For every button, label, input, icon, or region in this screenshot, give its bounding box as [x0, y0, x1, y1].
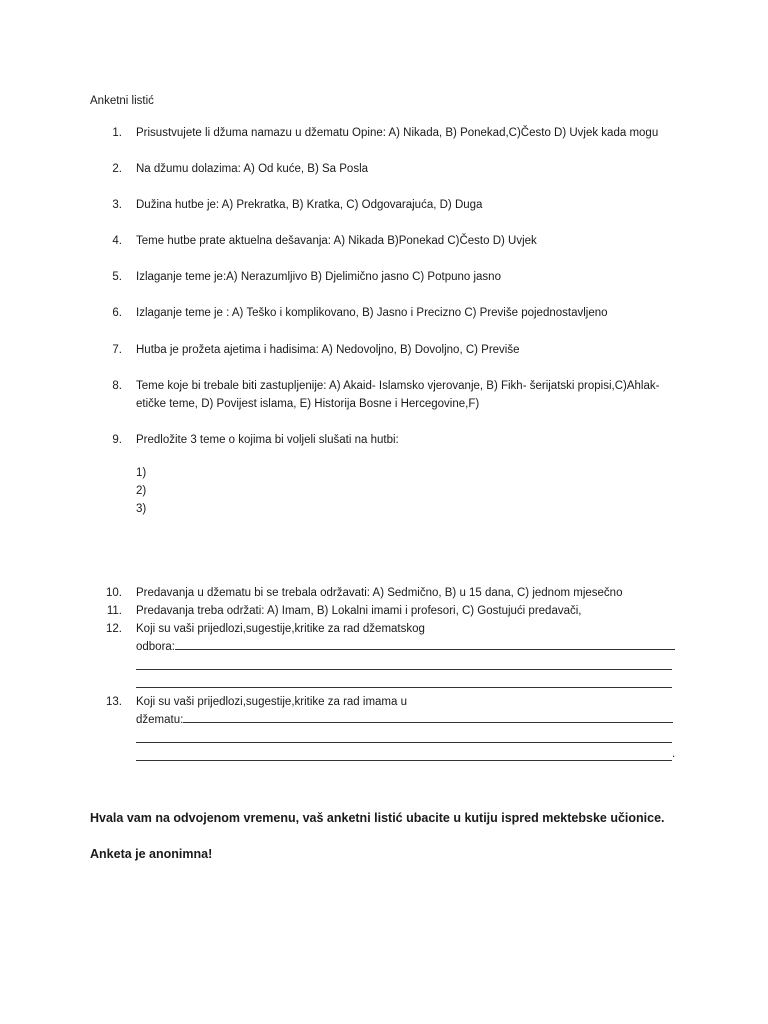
answer-line[interactable] — [175, 639, 675, 650]
answer-line[interactable] — [183, 712, 673, 723]
question-text: Dužina hutbe je: A) Prekratka, B) Kratka, C) Odgovarajuća, D) Duga — [136, 199, 483, 211]
question-number: 1. — [112, 127, 122, 139]
answer-line[interactable] — [136, 760, 672, 761]
question-text: Teme koje bi trebale biti zastupljenije: A) Akaid- Islamsko vjerovanje, B) Fikh- šerijatski propisi,C)Ahlak-etičke teme, D) Povijest islama, E) Historija Bosne i Hercegovine,F) — [136, 380, 660, 410]
question-text: Predložite 3 teme o kojima bi voljeli slušati na hutbi: — [136, 434, 399, 446]
answer-line[interactable] — [136, 742, 672, 743]
question-number: 3. — [112, 199, 122, 211]
question-number: 7. — [112, 344, 122, 356]
answer-slot-3: 3) — [136, 503, 147, 515]
page-title: Anketni listić — [90, 95, 154, 107]
question-number: 6. — [112, 307, 122, 319]
question-text: Teme hutbe prate aktuelna dešavanja: A) Nikada B)Ponekad C)Često D) Uvjek — [136, 235, 537, 247]
question-number: 12. — [106, 623, 122, 635]
answer-slot-1: 1) — [136, 467, 147, 479]
answer-line[interactable] — [136, 669, 672, 670]
dzematu-label: džematu: — [136, 714, 184, 726]
question-text: Hutba je prožeta ajetima i hadisima: A) Nedovoljno, B) Dovoljno, C) Previše — [136, 344, 520, 356]
question-number: 10. — [106, 587, 122, 599]
question-text: Na džumu dolazima: A) Od kuće, B) Sa Posla — [136, 163, 369, 175]
question-number: 11. — [106, 605, 122, 617]
question-text: Izlaganje teme je : A) Teško i komplikovano, B) Jasno i Precizno C) Previše pojednostavljeno — [136, 307, 608, 319]
question-text: Predavanja u džematu bi se trebala održavati: A) Sedmično, B) u 15 dana, C) jednom mjesečno — [136, 587, 623, 599]
question-number: 13. — [106, 696, 122, 708]
question-number: 4. — [112, 235, 122, 247]
trailing-dot: . — [672, 748, 676, 760]
question-text: Izlaganje teme je:A) Nerazumljivo B) Djelimično jasno C) Potpuno jasno — [136, 271, 501, 283]
answer-line[interactable] — [136, 687, 672, 688]
anonymous-note: Anketa je anonimna! — [90, 847, 213, 861]
question-number: 8. — [112, 380, 122, 392]
question-number: 9. — [112, 434, 122, 446]
question-number: 2. — [112, 163, 122, 175]
question-text: Predavanja treba održati: A) Imam, B) Lokalni imami i profesori, C) Gostujući predavači, — [136, 605, 582, 617]
thanks-message: Hvala vam na odvojenom vremenu, vaš anketni listić ubacite u kutiju ispred mektebske učionice. — [90, 811, 665, 825]
question-text: Koji su vaši prijedlozi,sugestije,kritike za rad džematskog — [136, 623, 425, 635]
odbora-label: odbora: — [136, 641, 176, 653]
answer-slot-2: 2) — [136, 485, 147, 497]
question-number: 5. — [112, 271, 122, 283]
question-text: Prisustvujete li džuma namazu u džematu Opine: A) Nikada, B) Ponekad,C)Često D) Uvjek kada mogu — [136, 127, 659, 139]
question-text: Koji su vaši prijedlozi,sugestije,kritike za rad imama u — [136, 696, 407, 708]
